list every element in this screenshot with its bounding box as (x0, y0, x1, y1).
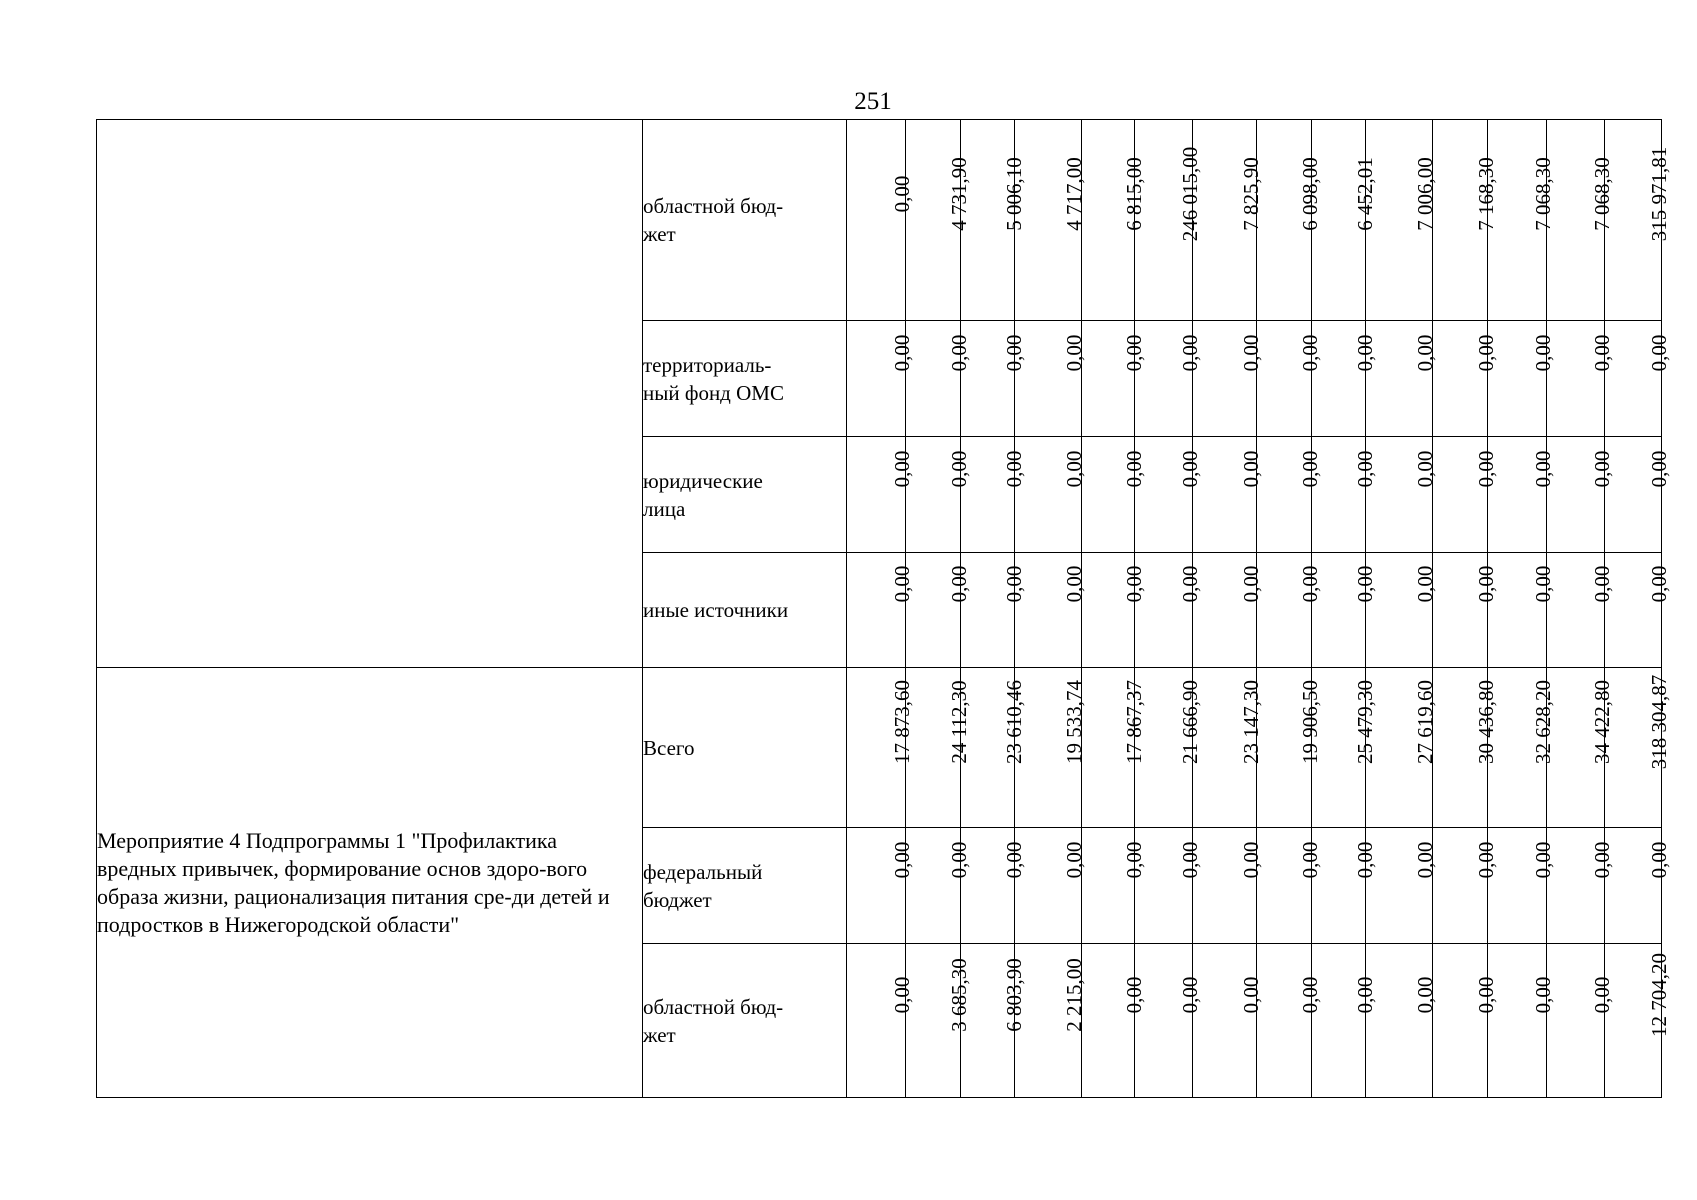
amount-cell (1193, 668, 1263, 828)
amount-value: 32 628,20 (1531, 679, 1555, 764)
amount-value: 0,00 (1352, 841, 1377, 878)
table-row (97, 668, 1662, 828)
amount-cell (1082, 321, 1146, 437)
amount-value: 0,00 (1413, 841, 1437, 878)
funding-source-cell: юридические лица (643, 437, 847, 553)
amount-cell (1015, 944, 1086, 1098)
amount-cell (1135, 828, 1202, 944)
amount-value: 0,00 (1298, 450, 1322, 487)
amount-cell (1257, 120, 1322, 321)
amount-value: 17 867,37 (1122, 679, 1146, 764)
amount-cell (1135, 668, 1202, 828)
amount-cell (1193, 321, 1263, 437)
amount-cell (1082, 944, 1146, 1098)
amount-value: 0,00 (1122, 565, 1146, 603)
amount-value: 7 825,90 (1238, 157, 1263, 231)
amount-value: 0,00 (1413, 334, 1437, 371)
amount-value: 0,00 (1001, 565, 1026, 603)
amount-cell (961, 120, 1026, 321)
amount-cell (961, 668, 1026, 828)
amount-cell (906, 120, 971, 321)
funding-source-cell: федеральный бюджет (643, 828, 847, 944)
amount-value: 6 815,00 (1122, 157, 1146, 231)
amount-value: 7 168,30 (1474, 157, 1498, 231)
funding-source-cell: территориаль- ный фонд ОМС (643, 321, 847, 437)
amount-value: 0,00 (1122, 450, 1146, 487)
amount-value: 0,00 (890, 841, 914, 878)
amount-value: 0,00 (1352, 976, 1377, 1013)
page-number: 251 (854, 88, 892, 115)
funding-source-cell: Всего (643, 668, 847, 828)
funding-source-cell: иные источники (643, 553, 847, 668)
amount-value: 0,00 (1352, 565, 1377, 603)
amount-cell (1488, 944, 1555, 1098)
amount-cell (1488, 668, 1555, 828)
amount-cell (1547, 120, 1614, 321)
amount-value: 0,00 (1122, 976, 1146, 1013)
amount-value: 7 006,00 (1413, 157, 1437, 231)
amount-value: 0,00 (1062, 565, 1086, 603)
amount-cell (1257, 668, 1322, 828)
amount-cell (906, 668, 971, 828)
amount-value: 246 015,00 (1177, 146, 1202, 242)
amount-value: 0,00 (947, 565, 971, 603)
amount-value: 0,00 (1589, 976, 1614, 1013)
amount-value: 0,00 (1298, 976, 1322, 1013)
amount-value: 0,00 (1413, 565, 1437, 603)
table-row (97, 120, 1662, 321)
amount-cell (1488, 437, 1555, 553)
amount-cell (847, 321, 914, 437)
amount-value: 0,00 (1177, 334, 1202, 371)
amount-value: 0,00 (1531, 841, 1555, 878)
amount-cell (847, 944, 914, 1098)
amount-value: 0,00 (1001, 841, 1026, 878)
amount-cell (1547, 668, 1614, 828)
amount-cell (1433, 321, 1498, 437)
amount-value: 7 068,30 (1589, 157, 1614, 231)
amount-value: 0,00 (1413, 450, 1437, 487)
amount-cell (1366, 553, 1437, 668)
amount-value: 23 147,30 (1238, 679, 1263, 764)
amount-value: 0,00 (1238, 565, 1263, 603)
amount-value: 6 452,01 (1352, 157, 1377, 231)
amount-value: 0,00 (1298, 841, 1322, 878)
amount-value: 4 717,00 (1062, 157, 1086, 231)
amount-value: 0,00 (1531, 334, 1555, 371)
amount-cell (847, 437, 914, 553)
amount-value: 0,00 (1122, 841, 1146, 878)
amount-cell (1605, 120, 1671, 321)
amount-cell (1193, 944, 1263, 1098)
amount-cell (1366, 321, 1437, 437)
amount-cell (1082, 437, 1146, 553)
amount-cell (1488, 120, 1555, 321)
amount-value: 0,00 (947, 450, 971, 487)
amount-cell (1193, 828, 1263, 944)
amount-value: 34 422,80 (1589, 679, 1614, 764)
amount-cell (1257, 828, 1322, 944)
amount-value: 6 803,90 (1001, 957, 1026, 1032)
amount-value: 0,00 (1177, 450, 1202, 487)
amount-cell (1488, 553, 1555, 668)
amount-value: 0,00 (1474, 976, 1498, 1013)
amount-cell (1082, 828, 1146, 944)
amount-value: 0,00 (1647, 565, 1671, 603)
amount-cell (1605, 437, 1671, 553)
amount-value: 318 304,87 (1647, 674, 1671, 769)
amount-cell (961, 437, 1026, 553)
amount-value: 0,00 (1589, 450, 1614, 487)
amount-value: 0,00 (1474, 450, 1498, 487)
amount-cell (847, 668, 914, 828)
amount-cell (1366, 437, 1437, 553)
amount-value: 0,00 (1647, 450, 1671, 487)
amount-value: 0,00 (890, 565, 914, 603)
amount-cell (1433, 437, 1498, 553)
amount-value: 0,00 (1647, 334, 1671, 371)
amount-value: 0,00 (1352, 334, 1377, 371)
amount-value: 0,00 (1238, 450, 1263, 487)
amount-cell (906, 553, 971, 668)
amount-value: 21 666,90 (1177, 679, 1202, 764)
amount-cell (961, 553, 1026, 668)
amount-cell (1547, 553, 1614, 668)
funding-source-cell: областной бюд- жет (643, 944, 847, 1098)
amount-value: 0,00 (1238, 334, 1263, 371)
amount-cell (906, 321, 971, 437)
amount-value: 315 971,81 (1647, 146, 1671, 242)
amount-cell (1366, 668, 1437, 828)
amount-cell (1257, 553, 1322, 668)
amount-value: 0,00 (1062, 334, 1086, 371)
amount-value: 0,00 (1647, 841, 1671, 878)
amount-cell (1015, 437, 1086, 553)
amount-cell (1312, 944, 1377, 1098)
amount-cell (1312, 828, 1377, 944)
amount-value: 0,00 (1531, 976, 1555, 1013)
amount-cell (1257, 437, 1322, 553)
amount-cell (1366, 944, 1437, 1098)
amount-cell (1193, 120, 1263, 321)
amount-cell (1488, 321, 1555, 437)
amount-value: 0,00 (1001, 334, 1026, 371)
amount-value: 27 619,60 (1413, 679, 1437, 764)
amount-value: 0,00 (1589, 841, 1614, 878)
amount-cell (1433, 828, 1498, 944)
amount-cell (961, 321, 1026, 437)
amount-cell (1547, 321, 1614, 437)
amount-value: 0,00 (1474, 565, 1498, 603)
amount-cell (1433, 553, 1498, 668)
amount-value: 7 068,30 (1531, 157, 1555, 231)
amount-cell (1312, 437, 1377, 553)
amount-value: 0,00 (1298, 334, 1322, 371)
amount-cell (1257, 944, 1322, 1098)
amount-cell (847, 553, 914, 668)
amount-value: 4 731,90 (947, 157, 971, 231)
amount-value: 0,00 (1589, 565, 1614, 603)
amount-value: 0,00 (1122, 334, 1146, 371)
amount-cell (906, 828, 971, 944)
amount-cell (1605, 321, 1671, 437)
amount-value: 6 098,00 (1298, 157, 1322, 231)
amount-cell (1193, 553, 1263, 668)
amount-cell (1433, 668, 1498, 828)
amount-cell (1605, 828, 1671, 944)
amount-value: 2 215,00 (1062, 957, 1086, 1032)
amount-value: 0,00 (890, 976, 914, 1013)
amount-cell (961, 944, 1026, 1098)
amount-cell (1433, 944, 1498, 1098)
amount-value: 25 479,30 (1352, 679, 1377, 764)
amount-value: 0,00 (1589, 334, 1614, 371)
amount-cell (1135, 321, 1202, 437)
amount-cell (1015, 553, 1086, 668)
amount-value: 0,00 (1531, 565, 1555, 603)
amount-cell (961, 828, 1026, 944)
amount-value: 0,00 (1298, 565, 1322, 603)
amount-value: 0,00 (1062, 841, 1086, 878)
amount-cell (1488, 828, 1555, 944)
amount-value: 0,00 (1177, 565, 1202, 603)
amount-value: 0,00 (1238, 976, 1263, 1013)
amount-cell (1605, 553, 1671, 668)
amount-value: 0,00 (1352, 450, 1377, 487)
amount-cell (1547, 437, 1614, 553)
amount-value: 0,00 (947, 841, 971, 878)
amount-value: 0,00 (1177, 976, 1202, 1013)
amount-cell (847, 828, 914, 944)
budget-table (96, 119, 1671, 1098)
amount-cell (906, 944, 971, 1098)
amount-value: 0,00 (890, 334, 914, 371)
amount-cell (1015, 120, 1086, 321)
amount-value: 19 533,74 (1062, 679, 1086, 764)
amount-value: 30 436,80 (1474, 679, 1498, 764)
amount-value: 17 873,60 (890, 679, 914, 764)
amount-value: 0,00 (1413, 976, 1437, 1013)
amount-cell (1547, 944, 1614, 1098)
amount-value: 12 704,20 (1647, 952, 1671, 1037)
amount-value: 23 610,46 (1001, 679, 1026, 764)
amount-cell (1015, 828, 1086, 944)
amount-cell (847, 120, 914, 321)
amount-value: 0,00 (1177, 841, 1202, 878)
amount-cell (1135, 437, 1202, 553)
activity-cell: Мероприятие 4 Подпрограммы 1 "Профилактика вредных привычек, формирование основ здоро-вого образа жизни, рационализация питания сре-ди детей и подростков в Нижегородской области" (97, 668, 643, 1098)
amount-value: 0,00 (890, 175, 914, 213)
amount-cell (1605, 944, 1671, 1098)
amount-cell (1433, 120, 1498, 321)
activity-cell (97, 120, 643, 668)
amount-cell (1312, 120, 1377, 321)
amount-cell (1135, 553, 1202, 668)
amount-cell (1015, 321, 1086, 437)
amount-cell (1015, 668, 1086, 828)
amount-cell (1312, 668, 1377, 828)
amount-cell (1547, 828, 1614, 944)
amount-cell (1082, 553, 1146, 668)
amount-value: 0,00 (1474, 841, 1498, 878)
amount-value: 0,00 (1474, 334, 1498, 371)
amount-cell (1605, 668, 1671, 828)
amount-cell (1193, 437, 1263, 553)
amount-cell (1312, 553, 1377, 668)
amount-value: 0,00 (1238, 841, 1263, 878)
amount-cell (906, 437, 971, 553)
amount-value: 0,00 (1531, 450, 1555, 487)
amount-cell (1082, 668, 1146, 828)
amount-value: 3 685,30 (947, 957, 971, 1032)
amount-value: 0,00 (947, 334, 971, 371)
amount-value: 24 112,30 (947, 679, 971, 764)
amount-value: 5 006,10 (1001, 157, 1026, 231)
amount-cell (1257, 321, 1322, 437)
amount-cell (1082, 120, 1146, 321)
funding-source-cell: областной бюд- жет (643, 120, 847, 321)
amount-cell (1312, 321, 1377, 437)
amount-value: 0,00 (1001, 450, 1026, 487)
amount-cell (1135, 120, 1202, 321)
amount-value: 0,00 (1062, 450, 1086, 487)
amount-value: 0,00 (890, 450, 914, 487)
amount-cell (1366, 828, 1437, 944)
amount-cell (1135, 944, 1202, 1098)
amount-value: 19 906,50 (1298, 679, 1322, 764)
amount-cell (1366, 120, 1437, 321)
